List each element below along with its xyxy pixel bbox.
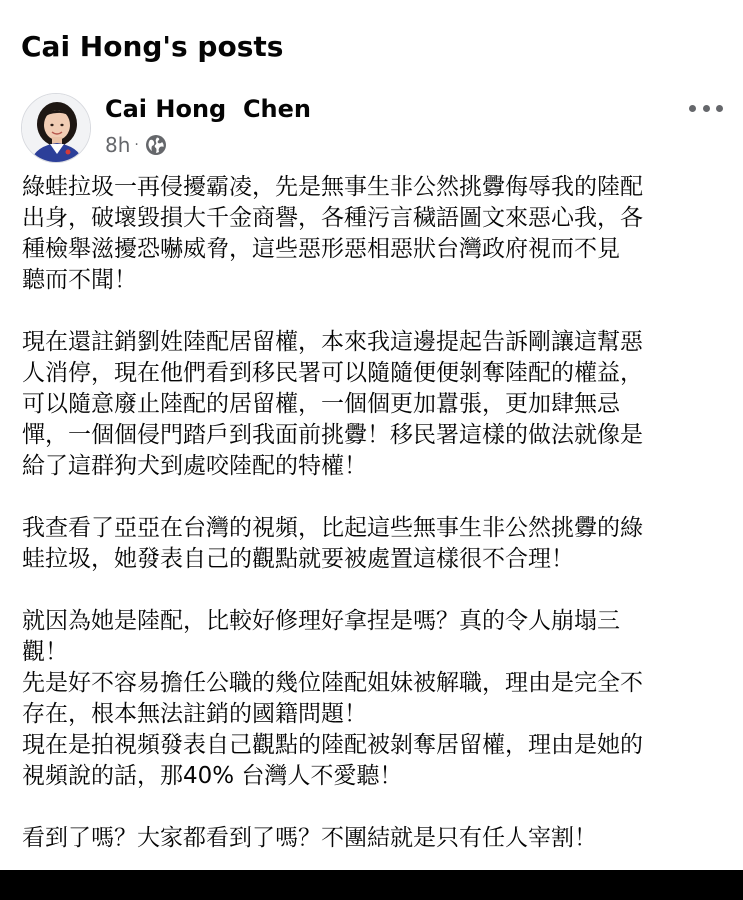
- post-paragraph: 看到了嗎？大家都看到了嗎？不團結就是只有任人宰割！: [22, 825, 597, 851]
- post-timestamp[interactable]: 8h: [105, 133, 131, 157]
- profile-photo: [22, 94, 91, 163]
- meta-separator: ·: [134, 137, 139, 153]
- post-paragraph: 我查看了亞亞在台灣的視頻，比起這些無事生非公然挑釁的綠 蛙拉圾，她發表自己的觀點就要被處置這樣很不合理！: [22, 515, 643, 572]
- post-text: [22, 172, 727, 854]
- post-paragraph: 就因為她是陸配，比較好修理好拿捏是嗎？真的令人崩塌三 觀！ 先是好不容易擔任公職的幾位陸配姐妹被解職，理由是完全不 存在，根本無法註銷的國籍問題！ 現在是拍視頻發表自己觀點的陸配被剝奪居留權，理由是她的 視頻說的話，那40% 台灣人不愛聽！: [22, 608, 643, 789]
- post-paragraph: 綠蛙拉圾一再侵擾霸凌，先是無事生非公然挑釁侮辱我的陸配 出身，破壞毀損大千金商譽，各種污言穢語圖文來惡心我，各 種檢舉滋擾恐嚇威脅，這些惡形惡相惡狀台灣政府視而不見 聽而不聞！: [22, 174, 643, 293]
- author-name[interactable]: Cai Hong Chen: [105, 95, 312, 123]
- post-meta: [105, 133, 167, 157]
- bottom-bar: [0, 870, 743, 900]
- post-paragraph: 現在還註銷劉姓陸配居留權，本來我這邊提起告訴剛讓這幫惡 人消停，現在他們看到移民署可以隨隨便便剝奪陸配的權益， 可以隨意廢止陸配的居留權，一個個更加囂張，更加肆無忌 憚，一個個侵門踏戶到我面前挑釁！移民署這樣的做法就像是 給了這群狗犬到處咬陸配的特權！: [22, 329, 643, 479]
- page-title: Cai Hong's posts: [21, 30, 284, 63]
- more-options-icon[interactable]: [689, 98, 723, 118]
- globe-icon[interactable]: [145, 134, 167, 156]
- avatar[interactable]: [21, 93, 91, 163]
